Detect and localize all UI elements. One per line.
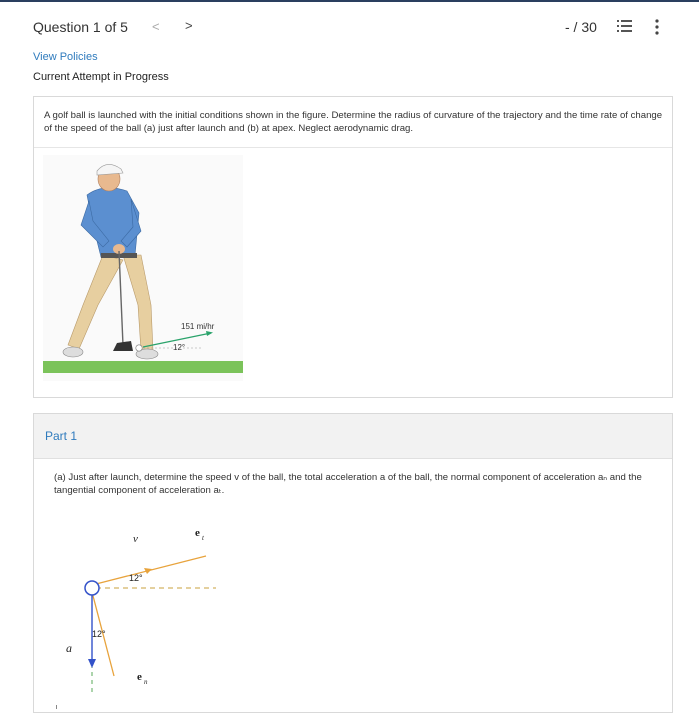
ground — [43, 361, 243, 373]
part-1-card — [33, 413, 673, 713]
part-header[interactable] — [34, 414, 672, 459]
next-question-button[interactable]: > — [185, 18, 193, 33]
top-bar — [0, 0, 699, 52]
more-vertical-icon[interactable] — [651, 18, 663, 36]
attempt-status: Current Attempt in Progress — [33, 71, 169, 83]
ball-marker — [85, 581, 99, 595]
previous-question-button[interactable]: < — [152, 19, 160, 34]
en-subscript: n — [144, 678, 148, 686]
v-label: v — [133, 533, 138, 545]
question-card — [33, 96, 673, 398]
view-policies-link[interactable]: View Policies — [33, 51, 98, 63]
et-subscript: t — [202, 534, 204, 542]
golf-figure — [43, 155, 243, 381]
angle-label: 12° — [173, 343, 186, 352]
part-title: Part 1 — [45, 429, 78, 443]
a-label: a — [66, 641, 72, 655]
en-label: e — [137, 671, 142, 683]
angle-top-label: 12° — [129, 573, 143, 583]
scroll-marker — [56, 705, 57, 709]
speed-label: 151 mi/hr — [181, 322, 215, 331]
angle-bottom-label: 12° — [92, 629, 106, 639]
et-label: e — [195, 527, 200, 539]
divider — [34, 147, 672, 148]
acceleration-diagram — [58, 514, 218, 704]
question-text: A golf ball is launched with the initial conditions shown in the figure. Determine the radius of curvature of the trajectory and the time rate of change of the speed of the ball (a) just after launch and (b) at apex. Neglect aerodynamic drag. — [44, 110, 663, 134]
question-counter: Question 1 of 5 — [33, 19, 128, 35]
score-display: - / 30 — [565, 19, 597, 35]
list-icon[interactable] — [617, 20, 632, 33]
part-instructions: (a) Just after launch, determine the speed v of the ball, the total acceleration a of the ball, the normal component of acceleration aₙ and the tangential component of acceleration aₜ. — [54, 472, 642, 496]
